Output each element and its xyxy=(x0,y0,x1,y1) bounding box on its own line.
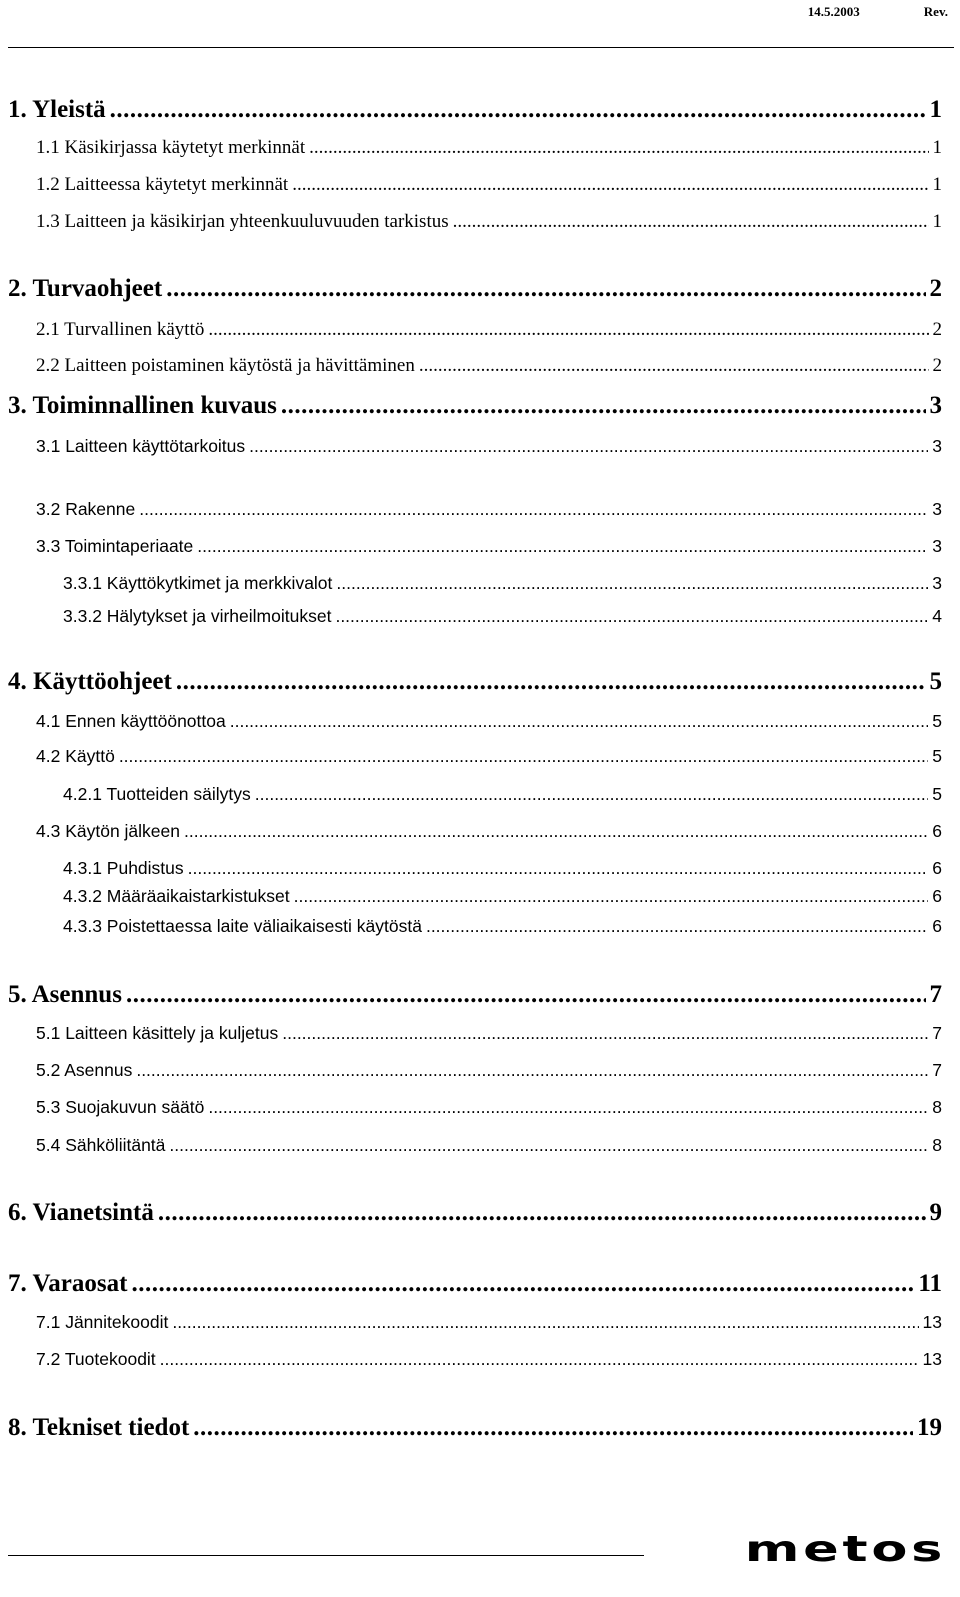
toc-entry[interactable] xyxy=(0,981,960,1009)
toc-entry[interactable] xyxy=(0,784,960,805)
toc-entry-label: 5.2 Asennus xyxy=(36,1060,133,1080)
toc-entry[interactable] xyxy=(0,916,960,937)
toc-entry-page: 1 xyxy=(929,96,942,123)
toc-entry-label: 1.1 Käsikirjassa käytetyt merkinnät xyxy=(36,137,306,158)
toc-dot-leader xyxy=(294,886,929,907)
toc-entry[interactable] xyxy=(0,275,960,303)
toc-entry-page: 9 xyxy=(929,1199,942,1226)
header-divider xyxy=(8,47,954,48)
toc-dot-leader xyxy=(208,319,928,341)
toc-dot-leader xyxy=(255,784,929,805)
toc-entry-label: 1.2 Laitteessa käytetyt merkinnät xyxy=(36,174,289,195)
toc-dot-leader xyxy=(426,916,928,937)
toc-dot-leader xyxy=(197,536,928,557)
toc-dot-leader xyxy=(131,1270,914,1298)
toc-entry[interactable] xyxy=(0,1270,960,1298)
toc-entry[interactable] xyxy=(0,573,960,594)
toc-entry-page: 6 xyxy=(932,916,942,936)
toc-entry[interactable] xyxy=(0,668,960,696)
toc-entry-label: 4.3.1 Puhdistus xyxy=(63,858,184,878)
toc-entry[interactable] xyxy=(0,436,960,457)
toc-entry-page: 3 xyxy=(929,392,942,419)
page-header xyxy=(0,4,948,24)
toc-entry[interactable] xyxy=(0,319,960,341)
toc-entry-page: 1 xyxy=(932,137,942,158)
toc-entry-label: 3.3.1 Käyttökytkimet ja merkkivalot xyxy=(63,573,333,593)
toc-entry[interactable] xyxy=(0,711,960,732)
toc-entry-label: 5. Asennus xyxy=(8,981,122,1008)
toc-entry-label: 2. Turvaohjeet xyxy=(8,275,163,302)
toc-entry-label: 3. Toiminnallinen kuvaus xyxy=(8,392,277,419)
toc-dot-leader xyxy=(110,96,926,124)
toc-entry-page: 19 xyxy=(917,1414,942,1441)
toc-entry-label: 8. Tekniset tiedot xyxy=(8,1414,190,1441)
toc-entry[interactable] xyxy=(0,1312,960,1333)
toc-entry-label: 7. Varaosat xyxy=(8,1270,128,1297)
toc-entry-label: 3.3 Toimintaperiaate xyxy=(36,536,194,556)
toc-entry[interactable] xyxy=(0,1060,960,1081)
toc-dot-leader xyxy=(139,499,928,520)
toc-entry-page: 2 xyxy=(932,355,942,376)
toc-entry-label: 5.4 Sähköliitäntä xyxy=(36,1135,166,1155)
toc-entry[interactable] xyxy=(0,606,960,627)
toc-entry-page: 3 xyxy=(932,436,942,456)
toc-dot-leader xyxy=(160,1349,919,1370)
toc-dot-leader xyxy=(172,1312,918,1333)
toc-entry[interactable] xyxy=(0,746,960,767)
toc-entry-page: 13 xyxy=(922,1312,942,1332)
toc-entry-page: 5 xyxy=(932,784,942,804)
toc-entry-page: 5 xyxy=(929,668,942,695)
toc-entry[interactable] xyxy=(0,536,960,557)
toc-entry-label: 4.2.1 Tuotteiden säilytys xyxy=(63,784,251,804)
toc-entry-label: 3.1 Laitteen käyttötarkoitus xyxy=(36,436,246,456)
toc-entry[interactable] xyxy=(0,137,960,159)
toc-entry-page: 2 xyxy=(929,275,942,302)
toc-dot-leader xyxy=(126,981,926,1009)
toc-entry-page: 7 xyxy=(929,981,942,1008)
toc-entry[interactable] xyxy=(0,499,960,520)
toc-dot-leader xyxy=(176,668,926,696)
toc-dot-leader xyxy=(292,174,928,196)
toc-entry[interactable] xyxy=(0,1097,960,1118)
toc-entry-label: 3.2 Rakenne xyxy=(36,499,136,519)
toc-entry-label: 3.3.2 Hälytykset ja virheilmoitukset xyxy=(63,606,332,626)
toc-dot-leader xyxy=(208,1097,928,1118)
toc-entry-label: 4.2 Käyttö xyxy=(36,746,115,766)
toc-entry-page: 3 xyxy=(932,499,942,519)
toc-entry-page: 1 xyxy=(932,174,942,195)
toc-dot-leader xyxy=(249,436,928,457)
toc-entry[interactable] xyxy=(0,1199,960,1227)
toc-entry-page: 5 xyxy=(932,746,942,766)
toc-entry-label: 4.3 Käytön jälkeen xyxy=(36,821,180,841)
header-date: 14.5.2003 xyxy=(807,4,860,19)
toc-entry-label: 6. Vianetsintä xyxy=(8,1199,154,1226)
toc-dot-leader xyxy=(169,1135,928,1156)
toc-entry-label: 2.2 Laitteen poistaminen käytöstä ja hävittäminen xyxy=(36,355,415,376)
toc-dot-leader xyxy=(335,606,928,627)
toc-entry-page: 3 xyxy=(932,536,942,556)
toc-entry-page: 1 xyxy=(932,211,942,232)
toc-dot-leader xyxy=(166,275,925,303)
toc-dot-leader xyxy=(419,355,929,377)
toc-entry[interactable] xyxy=(0,96,960,124)
toc-entry-label: 7.2 Tuotekoodit xyxy=(36,1349,156,1369)
toc-entry-label: 7.1 Jännitekoodit xyxy=(36,1312,169,1332)
toc-entry-label: 4.3.3 Poistettaessa laite väliaikaisesti käytöstä xyxy=(63,916,422,936)
toc-entry-label: 5.1 Laitteen käsittely ja kuljetus xyxy=(36,1023,279,1043)
toc-entry-page: 7 xyxy=(932,1023,942,1043)
toc-entry-label: 1.3 Laitteen ja käsikirjan yhteenkuuluvuuden tarkistus xyxy=(36,211,449,232)
toc-entry[interactable] xyxy=(0,1135,960,1156)
toc-entry[interactable] xyxy=(0,886,960,907)
toc-entry[interactable] xyxy=(0,211,960,233)
toc-entry-label: 5.3 Suojakuvun säätö xyxy=(36,1097,205,1117)
toc-dot-leader xyxy=(158,1199,926,1227)
toc-dot-leader xyxy=(453,211,929,233)
toc-dot-leader xyxy=(281,392,926,420)
toc-entry-page: 6 xyxy=(932,821,942,841)
toc-entry[interactable] xyxy=(0,1023,960,1044)
toc-entry-page: 11 xyxy=(918,1270,942,1297)
toc-entry-page: 8 xyxy=(932,1135,942,1155)
toc-dot-leader xyxy=(193,1414,913,1442)
toc-entry-page: 4 xyxy=(932,606,942,626)
header-rev: Rev. xyxy=(923,4,948,19)
footer-divider xyxy=(8,1555,644,1556)
toc-entry-page: 7 xyxy=(932,1060,942,1080)
toc-dot-leader xyxy=(282,1023,928,1044)
toc-entry-label: 4. Käyttöohjeet xyxy=(8,668,172,695)
toc-entry-page: 8 xyxy=(932,1097,942,1117)
toc-entry-page: 6 xyxy=(932,858,942,878)
toc-dot-leader xyxy=(336,573,928,594)
toc-entry-page: 6 xyxy=(932,886,942,906)
toc-entry-page: 13 xyxy=(922,1349,942,1369)
toc-dot-leader xyxy=(184,821,928,842)
toc-entry[interactable] xyxy=(0,392,960,420)
toc-entry[interactable] xyxy=(0,174,960,196)
toc-entry-page: 3 xyxy=(932,573,942,593)
toc-entry-label: 1. Yleistä xyxy=(8,96,106,123)
toc-entry-page: 5 xyxy=(932,711,942,731)
toc-dot-leader xyxy=(309,137,928,159)
toc-entry[interactable] xyxy=(0,355,960,377)
toc-entry-label: 4.1 Ennen käyttöönottoa xyxy=(36,711,226,731)
toc-entry-label: 2.1 Turvallinen käyttö xyxy=(36,319,205,340)
toc-entry-page: 2 xyxy=(932,319,942,340)
toc-entry[interactable] xyxy=(0,1349,960,1370)
toc-entry-label: 4.3.2 Määräaikaistarkistukset xyxy=(63,886,290,906)
toc-entry[interactable] xyxy=(0,821,960,842)
toc-dot-leader xyxy=(188,858,929,879)
toc-dot-leader xyxy=(119,746,928,767)
toc-entry[interactable] xyxy=(0,858,960,879)
toc-dot-leader xyxy=(230,711,929,732)
metos-logo: metos xyxy=(744,1527,946,1570)
toc-dot-leader xyxy=(136,1060,928,1081)
toc-entry[interactable] xyxy=(0,1414,960,1442)
